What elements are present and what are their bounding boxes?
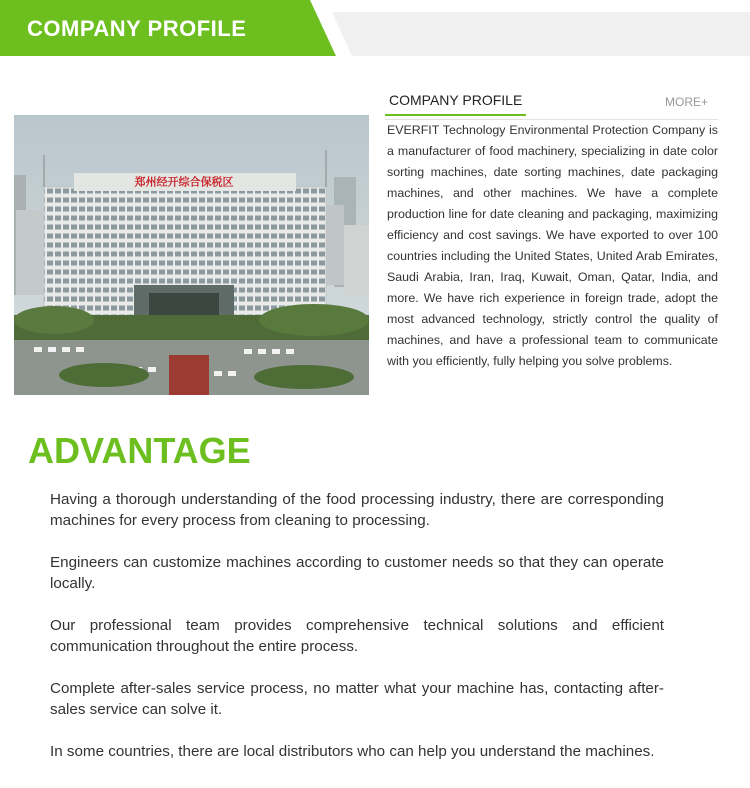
advantage-item: In some countries, there are local distributors who can help you understand the machines. — [50, 743, 655, 760]
advantage-item: Our professional team provides comprehensive technical solutions and efficient communication throughout the entire process. — [50, 617, 664, 655]
advantage-list — [50, 489, 664, 788]
advantage-item: Complete after-sales service process, no matter what your machine has, contacting after-sales service can solve it. — [50, 680, 664, 718]
more-link[interactable]: MORE+ — [664, 95, 708, 109]
advantage-item: Engineers can customize machines according to customer needs so that they can operate locally. — [50, 554, 664, 592]
banner-title: COMPANY PROFILE — [27, 16, 247, 41]
advantage-item: Having a thorough understanding of the food processing industry, there are corresponding machines for every process from cleaning to processing. — [50, 491, 664, 529]
profile-section-title: COMPANY PROFILE — [385, 92, 526, 116]
company-building-photo — [14, 115, 369, 395]
profile-paragraph: EVERFIT Technology Environmental Protection Company is a manufacturer of food machinery, specializing in date color sorting machines, date sorting machines, date packaging machines, and other machines. We have a complete production line for date cleaning and packaging, maximizing efficiency and cost savings. We have exported to over 100 countries including the United States, United Arab Emirates, Saudi Arabia, Iran, Iraq, Kuwait, Oman, Qatar, India, and more. We have rich experience in foreign trade, adopt the most advanced technology, strictly control the quality of machines, and have a professional team to communicate with you efficiently, fully helping you solve problems. — [387, 123, 718, 368]
building-sign: 郑州经开综合保税区 — [134, 175, 234, 189]
header-banner — [0, 0, 750, 56]
banner-gray-strip — [332, 12, 750, 56]
profile-header — [385, 92, 718, 120]
advantage-title: ADVANTAGE — [28, 430, 251, 471]
